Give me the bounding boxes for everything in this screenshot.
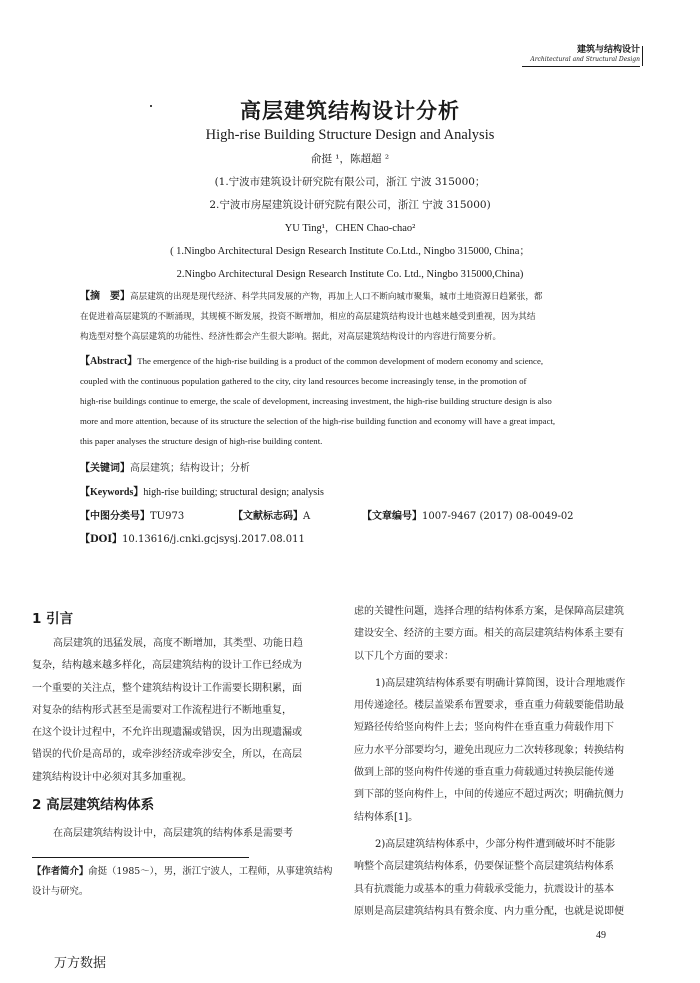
item-1-line: 做到上部的竖向构件传递的垂直重力荷载通过转换层能传递 <box>354 767 614 779</box>
section-2-heading: 2 高层建筑结构体系 <box>32 797 155 814</box>
abstract-en-line: 【Abstract】The emergence of the high-rise building is a product of the common development of modern economy and science, <box>80 356 544 367</box>
right-column <box>354 601 644 923</box>
watermark: 万方数据 <box>54 956 107 971</box>
section-1-line: 建筑结构设计中必须对其多加重视。 <box>32 771 192 783</box>
section-1-heading: 1 引言 <box>32 611 74 627</box>
author-footnote <box>32 862 333 902</box>
affiliation-en-2: 2.Ningbo Architectural Design Research Institute Co. Ltd., Ningbo 315000,China) <box>176 269 524 280</box>
affiliation-cn-1: (1.宁波市建筑设计研究院有限公司，浙江 宁波 315000； <box>214 176 486 188</box>
keywords-cn <box>80 462 250 476</box>
item-1-line: 到下部的竖向构件上，中间的传递应不超过两次；明确抗侧力 <box>354 789 624 801</box>
keywords-en-value: high-rise building; structural design; analysis <box>143 487 324 498</box>
section-1-line: 错误的代价是高昂的，或牵涉经济或牵涉安全，所以，在高层 <box>32 749 302 761</box>
item-2-line: 原则是高层建筑结构具有赘余度、内力重分配，也就是说即便 <box>354 905 624 917</box>
abstract-en <box>80 351 640 451</box>
article-no <box>362 510 574 524</box>
keywords-en <box>80 486 324 500</box>
journal-name-en: Architectural and Structural Design <box>530 56 640 63</box>
page-number: 49 <box>596 930 606 941</box>
section-1-line: 复杂，结构越来越多样化，高层建筑结构的设计工作已经成为 <box>32 660 302 672</box>
journal-underline <box>522 66 640 67</box>
section-1-line: 高层建筑的迅猛发展，高度不断增加，其类型、功能日趋 <box>53 638 303 649</box>
authors-en: YU Ting¹，CHEN Chao-chao² <box>284 223 416 234</box>
item-2-line: 具有抗震能力或基本的重力荷载承受能力，抗震设计的基本 <box>354 883 614 895</box>
doc-code-label: 【文献标志码】 <box>233 511 303 522</box>
doi-value: 10.13616/j.cnki.gcjsysj.2017.08.011 <box>122 534 305 545</box>
section-1-line: 一个重要的关注点，整个建筑结构设计工作需要长期积累，面 <box>32 682 302 694</box>
article-no-label: 【文章编号】 <box>362 511 422 522</box>
footnote-label: 【作者简介】 <box>32 866 89 877</box>
doi-label: 【DOI】 <box>80 534 123 545</box>
right-col-line: 虑的关键性问题，选择合理的结构体系方案，是保障高层建筑 <box>354 606 624 617</box>
keywords-cn-value: 高层建筑；结构设计；分析 <box>130 463 250 474</box>
left-column <box>32 605 322 845</box>
journal-header <box>510 44 640 64</box>
abstract-cn-label: 【摘 要】 <box>80 291 130 302</box>
footnote-rule <box>32 857 249 858</box>
abstract-cn-line: 在促进着高层建筑的不断涌现，其规模不断发展，投资不断增加，相应的高层建筑结构设计也越来越受到重视，因为其结 <box>80 312 536 322</box>
keywords-cn-label: 【关键词】 <box>80 463 130 474</box>
abstract-en-label: 【Abstract】 <box>80 356 138 367</box>
item-2-line: 响整个高层建筑结构体系，仍要保证整个高层建筑结构体系 <box>354 861 614 873</box>
item-2-line: 2)高层建筑结构体系中，少部分构件遭到破坏时不能影 <box>375 838 616 850</box>
abstract-cn-line: 【摘 要】高层建筑的出现是现代经济、科学共同发展的产物，再加上人口不断向城市聚集，城市土地资源日趋紧张，都 <box>80 291 543 302</box>
article-no-value: 1007-9467 (2017) 08-0049-02 <box>422 511 574 522</box>
right-col-line: 以下几个方面的要求： <box>354 650 454 662</box>
right-col-line: 建设安全、经济的主要方面。相关的高层建筑结构体系主要有 <box>354 628 624 640</box>
item-1-line: 结构体系[1]。 <box>354 811 419 823</box>
journal-rule <box>642 46 643 66</box>
abstract-cn-line: 构选型对整个高层建筑的功能性、经济性都会产生很大影响。据此，对高层建筑结构设计的内容进行简要分析。 <box>80 332 502 342</box>
affiliation-cn-2: 2.宁波市房屋建筑设计研究院有限公司，浙江 宁波 315000) <box>209 199 491 211</box>
item-1-line: 短路径传给竖向构件上去；竖向构件在垂直重力荷载作用下 <box>354 722 614 734</box>
clc <box>80 510 184 524</box>
abstract-cn <box>80 287 640 347</box>
abstract-en-line: high-rise buildings continue to emerge, the scale of development, increasing investment, the high-rise building structure design is also <box>80 396 552 406</box>
item-1-line: 应力水平分部要均匀，避免出现应力二次转移现象；转换结构 <box>354 744 624 756</box>
abstract-en-line: more and more attention, because of its structure the selection of the high-rise building function and economy will have a great impact, <box>80 416 556 426</box>
affiliation-en-1: ( 1.Ningbo Architectural Design Research Institute Co.Ltd., Ningbo 315000, China； <box>170 246 530 257</box>
abstract-en-line: this paper analyses the structure design of high-rise building content. <box>80 436 323 446</box>
title-en: High-rise Building Structure Design and Analysis <box>205 127 495 143</box>
section-1-line: 对复杂的结构形式甚至是需要对工作流程进行不断地重复， <box>32 704 292 716</box>
doi <box>80 533 305 547</box>
authors-cn: 俞挺 ¹，陈超超 ² <box>310 153 390 165</box>
doc-code <box>233 510 310 524</box>
footnote-line: 设计与研究。 <box>32 886 89 897</box>
section-1-line: 在这个设计过程中，不允许出现遗漏或错误，因为出现遗漏或 <box>32 727 302 739</box>
footnote-line: 【作者简介】俞挺（1985～），男，浙江宁波人，工程师，从事建筑结构 <box>32 866 333 877</box>
clc-label: 【中图分类号】 <box>80 511 150 522</box>
clc-value: TU973 <box>150 511 185 522</box>
keywords-en-label: 【Keywords】 <box>80 487 144 498</box>
title-cn: 高层建筑结构设计分析 <box>240 99 460 123</box>
abstract-en-line: coupled with the continuous population gathered to the city, city land resources become increasingly tense, in the promotion of <box>80 376 527 386</box>
section-2-line: 在高层建筑结构设计中，高层建筑的结构体系是需要考 <box>53 828 293 840</box>
journal-name-cn: 建筑与结构设计 <box>576 45 640 55</box>
doc-code-value: A <box>303 511 311 522</box>
item-1-line: 用传递途径。楼层盖梁系布置要求，垂直重力荷载要能借助最 <box>354 700 624 712</box>
item-1-line: 1)高层建筑结构体系要有明确计算简图，设计合理地震作 <box>375 677 626 689</box>
